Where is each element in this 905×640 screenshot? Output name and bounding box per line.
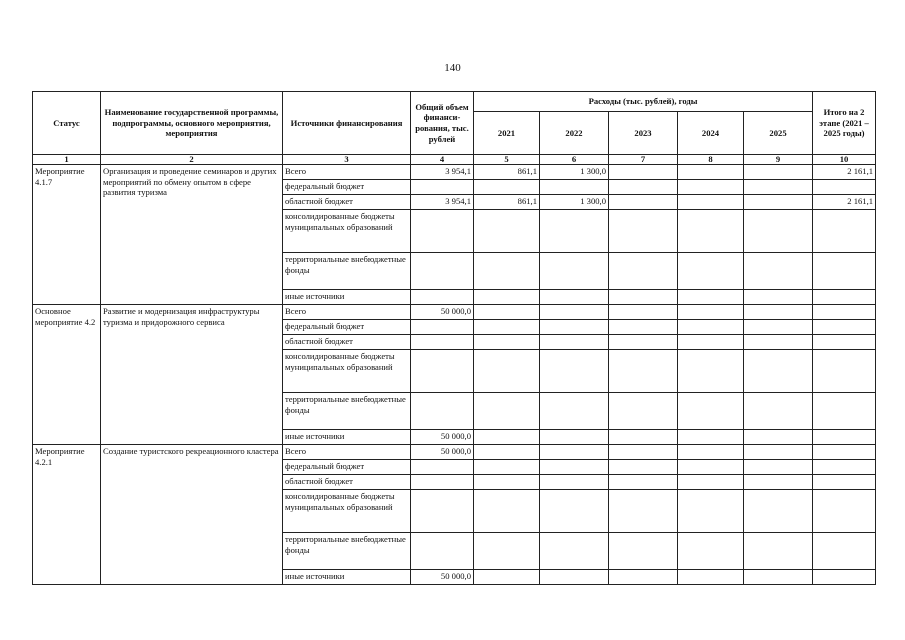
cell-y2021 <box>474 490 540 533</box>
column-number: 7 <box>609 155 678 165</box>
column-number: 2 <box>101 155 283 165</box>
cell-stage-total <box>813 445 876 460</box>
cell-total <box>411 350 474 393</box>
cell-y2025 <box>744 350 813 393</box>
cell-total <box>411 335 474 350</box>
cell-y2021 <box>474 320 540 335</box>
cell-name: Развитие и модернизация инфраструктуры туризма и придорожного сервиса <box>101 305 283 445</box>
cell-y2022: 1 300,0 <box>540 195 609 210</box>
cell-stage-total <box>813 320 876 335</box>
cell-y2024 <box>678 305 744 320</box>
cell-status: Мероприятие 4.1.7 <box>33 165 101 305</box>
cell-y2021 <box>474 460 540 475</box>
cell-y2023 <box>609 393 678 430</box>
cell-stage-total <box>813 253 876 290</box>
cell-y2025 <box>744 460 813 475</box>
cell-y2021: 861,1 <box>474 165 540 180</box>
cell-y2021 <box>474 350 540 393</box>
cell-y2023 <box>609 195 678 210</box>
header-status: Статус <box>33 92 101 155</box>
cell-y2022 <box>540 460 609 475</box>
cell-total: 50 000,0 <box>411 570 474 585</box>
cell-source: территориальные внебюджетные фонды <box>283 393 411 430</box>
cell-total: 50 000,0 <box>411 305 474 320</box>
cell-y2024 <box>678 430 744 445</box>
cell-y2022 <box>540 490 609 533</box>
cell-status: Основное мероприятие 4.2 <box>33 305 101 445</box>
cell-source: областной бюджет <box>283 335 411 350</box>
cell-y2025 <box>744 393 813 430</box>
cell-y2025 <box>744 570 813 585</box>
column-number: 5 <box>474 155 540 165</box>
cell-y2023 <box>609 320 678 335</box>
cell-y2021: 861,1 <box>474 195 540 210</box>
cell-name: Организация и проведение семинаров и других мероприятий по обмену опытом в сфере развития туризма <box>101 165 283 305</box>
column-numbers-row <box>33 155 876 165</box>
column-number: 6 <box>540 155 609 165</box>
cell-source: территориальные внебюджетные фонды <box>283 533 411 570</box>
cell-y2023 <box>609 460 678 475</box>
cell-source: федеральный бюджет <box>283 320 411 335</box>
header-expenses: Расходы (тыс. рублей), годы <box>474 92 813 112</box>
cell-source: консолидированные бюджеты муниципальных образований <box>283 490 411 533</box>
cell-y2022 <box>540 180 609 195</box>
cell-stage-total <box>813 570 876 585</box>
cell-y2024 <box>678 490 744 533</box>
cell-stage-total <box>813 350 876 393</box>
header-year-2021: 2021 <box>474 112 540 155</box>
cell-y2022 <box>540 393 609 430</box>
cell-y2024 <box>678 393 744 430</box>
table-header <box>33 92 876 165</box>
header-year-2023: 2023 <box>609 112 678 155</box>
cell-y2022 <box>540 305 609 320</box>
cell-name: Создание туристского рекреационного кластера <box>101 445 283 585</box>
cell-y2022 <box>540 210 609 253</box>
cell-y2022 <box>540 350 609 393</box>
cell-y2025 <box>744 253 813 290</box>
cell-stage-total <box>813 290 876 305</box>
cell-y2022: 1 300,0 <box>540 165 609 180</box>
header-total-volume: Общий объем финанси-рования, тыс. рублей <box>411 92 474 155</box>
table-row <box>33 165 876 180</box>
cell-y2025 <box>744 490 813 533</box>
cell-y2021 <box>474 335 540 350</box>
cell-stage-total <box>813 475 876 490</box>
cell-total: 50 000,0 <box>411 430 474 445</box>
cell-y2024 <box>678 445 744 460</box>
table-row <box>33 305 876 320</box>
column-number: 4 <box>411 155 474 165</box>
cell-source: иные источники <box>283 430 411 445</box>
cell-y2023 <box>609 180 678 195</box>
cell-y2021 <box>474 430 540 445</box>
cell-source: федеральный бюджет <box>283 180 411 195</box>
cell-y2025 <box>744 210 813 253</box>
header-year-2022: 2022 <box>540 112 609 155</box>
cell-y2024 <box>678 195 744 210</box>
cell-y2025 <box>744 533 813 570</box>
table-row <box>33 445 876 460</box>
cell-y2025 <box>744 445 813 460</box>
cell-source: Всего <box>283 165 411 180</box>
column-number: 8 <box>678 155 744 165</box>
cell-y2024 <box>678 180 744 195</box>
cell-total <box>411 253 474 290</box>
cell-y2021 <box>474 305 540 320</box>
cell-stage-total <box>813 335 876 350</box>
cell-y2024 <box>678 320 744 335</box>
page-number: 140 <box>444 62 461 74</box>
cell-y2022 <box>540 475 609 490</box>
cell-y2025 <box>744 165 813 180</box>
cell-y2024 <box>678 165 744 180</box>
cell-y2024 <box>678 475 744 490</box>
cell-y2023 <box>609 570 678 585</box>
cell-y2025 <box>744 305 813 320</box>
cell-total <box>411 393 474 430</box>
cell-total <box>411 290 474 305</box>
cell-y2024 <box>678 210 744 253</box>
cell-total <box>411 180 474 195</box>
cell-stage-total <box>813 210 876 253</box>
header-year-2024: 2024 <box>678 112 744 155</box>
cell-source: консолидированные бюджеты муниципальных образований <box>283 350 411 393</box>
cell-source: Всего <box>283 445 411 460</box>
cell-y2022 <box>540 533 609 570</box>
column-number: 9 <box>744 155 813 165</box>
cell-source: федеральный бюджет <box>283 460 411 475</box>
cell-y2021 <box>474 210 540 253</box>
cell-source: областной бюджет <box>283 475 411 490</box>
cell-y2023 <box>609 253 678 290</box>
cell-y2023 <box>609 210 678 253</box>
cell-source: областной бюджет <box>283 195 411 210</box>
cell-source: Всего <box>283 305 411 320</box>
cell-y2025 <box>744 475 813 490</box>
column-number: 3 <box>283 155 411 165</box>
cell-stage-total: 2 161,1 <box>813 165 876 180</box>
cell-y2021 <box>474 475 540 490</box>
cell-y2025 <box>744 335 813 350</box>
cell-y2023 <box>609 490 678 533</box>
cell-y2022 <box>540 320 609 335</box>
cell-source: иные источники <box>283 570 411 585</box>
cell-y2025 <box>744 430 813 445</box>
cell-y2021 <box>474 393 540 430</box>
cell-stage-total <box>813 533 876 570</box>
cell-y2021 <box>474 180 540 195</box>
cell-stage-total <box>813 430 876 445</box>
cell-y2021 <box>474 570 540 585</box>
cell-y2025 <box>744 290 813 305</box>
cell-y2022 <box>540 445 609 460</box>
cell-stage-total <box>813 393 876 430</box>
cell-total: 50 000,0 <box>411 445 474 460</box>
cell-y2023 <box>609 305 678 320</box>
column-number: 1 <box>33 155 101 165</box>
cell-total <box>411 490 474 533</box>
cell-y2021 <box>474 253 540 290</box>
cell-y2021 <box>474 445 540 460</box>
column-number: 10 <box>813 155 876 165</box>
cell-y2022 <box>540 253 609 290</box>
financing-table <box>32 91 876 585</box>
cell-stage-total <box>813 490 876 533</box>
cell-total <box>411 475 474 490</box>
cell-total <box>411 460 474 475</box>
cell-y2023 <box>609 430 678 445</box>
cell-y2021 <box>474 533 540 570</box>
cell-source: территориальные внебюджетные фонды <box>283 253 411 290</box>
cell-source: иные источники <box>283 290 411 305</box>
cell-source: консолидированные бюджеты муниципальных образований <box>283 210 411 253</box>
header-year-2025: 2025 <box>744 112 813 155</box>
cell-y2023 <box>609 533 678 570</box>
cell-stage-total: 2 161,1 <box>813 195 876 210</box>
cell-y2023 <box>609 335 678 350</box>
cell-y2024 <box>678 570 744 585</box>
cell-stage-total <box>813 460 876 475</box>
cell-y2023 <box>609 445 678 460</box>
cell-y2023 <box>609 165 678 180</box>
cell-y2025 <box>744 195 813 210</box>
cell-y2024 <box>678 290 744 305</box>
cell-y2023 <box>609 475 678 490</box>
cell-status: Мероприятие 4.2.1 <box>33 445 101 585</box>
cell-total <box>411 210 474 253</box>
header-sources: Источники финансирования <box>283 92 411 155</box>
cell-y2023 <box>609 350 678 393</box>
cell-y2022 <box>540 430 609 445</box>
cell-y2022 <box>540 570 609 585</box>
cell-stage-total <box>813 180 876 195</box>
cell-y2024 <box>678 335 744 350</box>
table-body <box>33 165 876 585</box>
header-name: Наименование государственной программы, подпрограммы, основного мероприятия, мероприятия <box>101 92 283 155</box>
cell-total: 3 954,1 <box>411 195 474 210</box>
cell-total: 3 954,1 <box>411 165 474 180</box>
cell-y2021 <box>474 290 540 305</box>
header-stage-total: Итого на 2 этапе (2021 – 2025 годы) <box>813 92 876 155</box>
cell-y2022 <box>540 290 609 305</box>
cell-y2025 <box>744 180 813 195</box>
cell-y2022 <box>540 335 609 350</box>
cell-y2025 <box>744 320 813 335</box>
cell-total <box>411 533 474 570</box>
cell-y2024 <box>678 460 744 475</box>
cell-total <box>411 320 474 335</box>
cell-stage-total <box>813 305 876 320</box>
cell-y2023 <box>609 290 678 305</box>
cell-y2024 <box>678 253 744 290</box>
cell-y2024 <box>678 533 744 570</box>
cell-y2024 <box>678 350 744 393</box>
